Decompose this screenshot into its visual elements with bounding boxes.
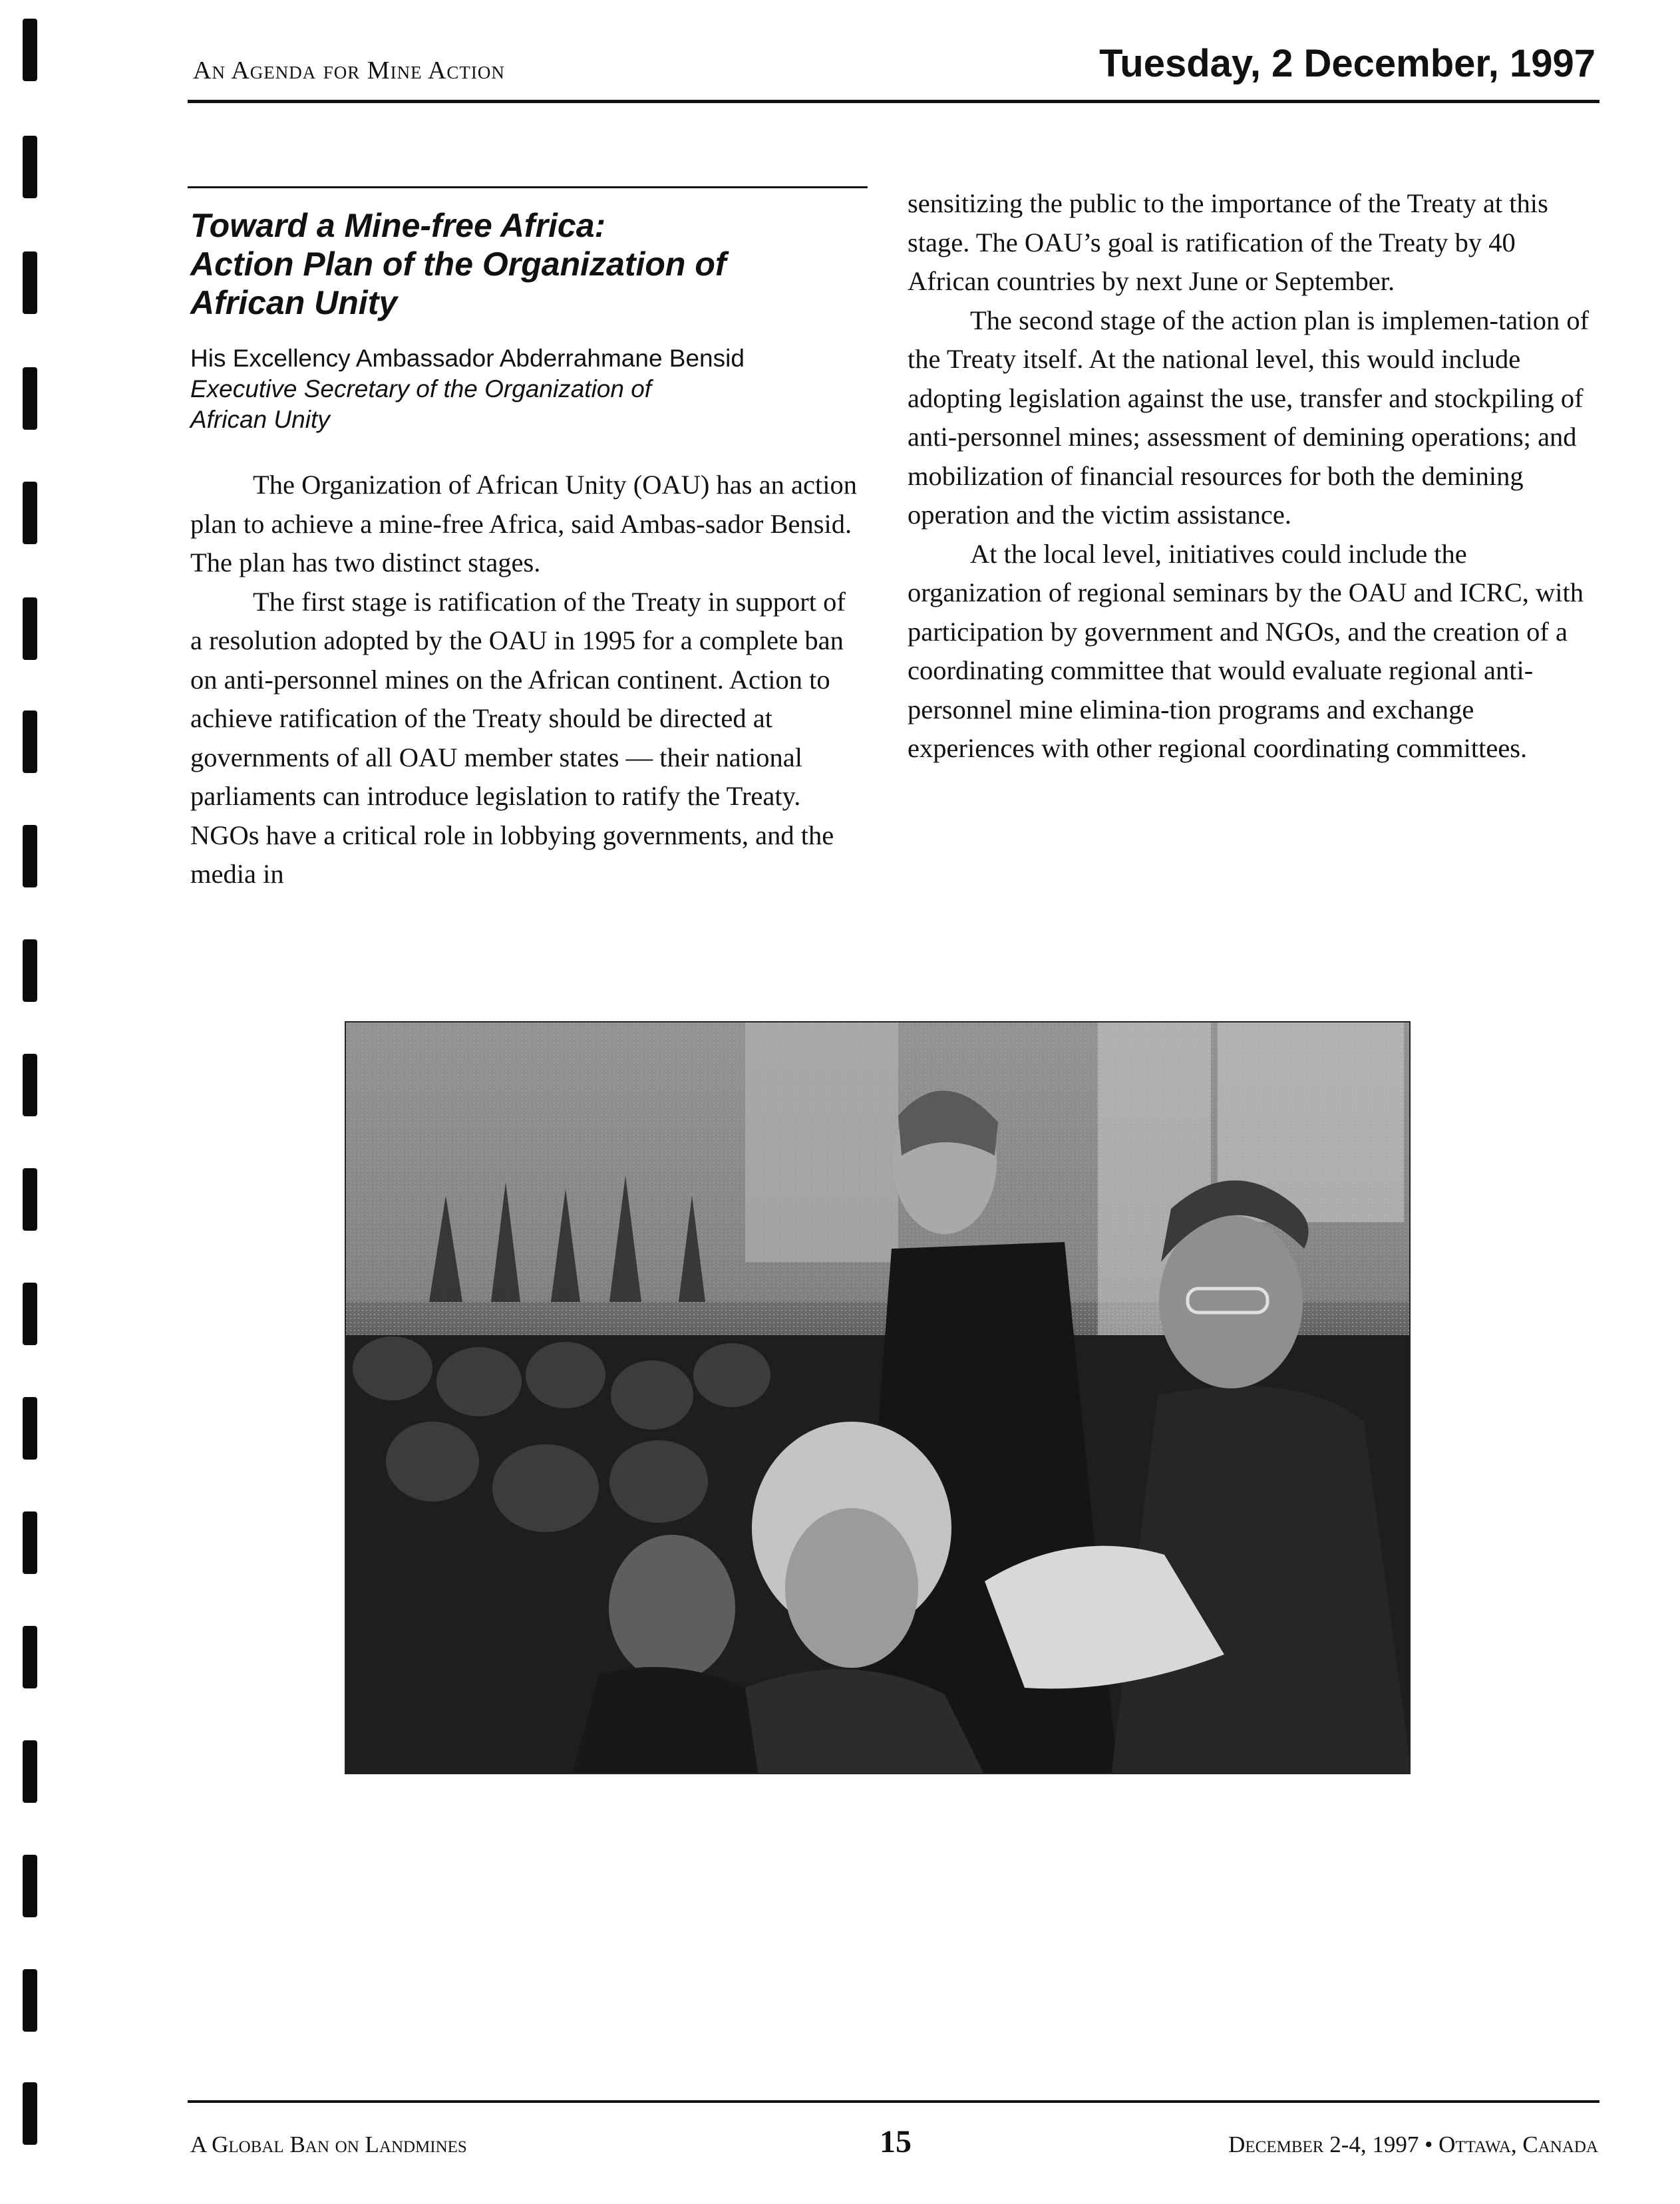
conference-photo-illustration bbox=[346, 1023, 1411, 1774]
binding-hole-mark bbox=[23, 1969, 37, 2032]
binding-hole-mark bbox=[23, 251, 37, 314]
binding-hole-mark bbox=[23, 136, 37, 198]
article-paragraph: At the local level, initiatives could include the organization of regional seminars by the OAU and ICRC, with participation by government and NGOs, and the creation of a coordinating committee that would evaluate regional anti-personnel mine elimina-tion programs and exchange experiences with other regional coordinating committees. bbox=[908, 538, 1584, 763]
binding-hole-mark bbox=[23, 710, 37, 773]
footer-publication: A Global Ban on Landmines bbox=[190, 2131, 467, 2157]
article-paragraph: The second stage of the action plan is implemen-tation of the Treaty itself. At the national level, this would include adopting legislation against the use, transfer and stockpiling of anti-personnel mines; assessment of demining operations; and mobilization of financial resources for both the demining operation and the victim assistance. bbox=[908, 305, 1590, 530]
article-rule bbox=[188, 186, 868, 188]
binding-hole-mark bbox=[23, 1283, 37, 1345]
article-column-right bbox=[908, 184, 1599, 768]
article-title-line: African Unity bbox=[190, 284, 398, 321]
author-name: His Excellency Ambassador Abderrahmane Bensid bbox=[190, 345, 745, 372]
footer-rule bbox=[188, 2100, 1599, 2103]
header-date: Tuesday, 2 December, 1997 bbox=[1099, 42, 1596, 85]
header-rule bbox=[188, 100, 1599, 103]
binding-hole-mark bbox=[23, 1168, 37, 1231]
author-role: Executive Secretary of the Organization of bbox=[190, 375, 652, 402]
article-paragraph: The first stage is ratification of the Treaty in support of a resolution adopted by the OAU in 1995 for a complete ban on anti-personnel mines on the African continent. Action to achieve ratification of the Treaty should be directed at governments of all OAU member states — their national parliaments can introduce legislation to ratify the Treaty. NGOs have a critical role in lobbying governments, and the media in bbox=[190, 586, 846, 889]
binding-hole-mark bbox=[23, 597, 37, 660]
byline bbox=[190, 343, 856, 435]
article-paragraph: sensitizing the public to the importance of the Treaty at this stage. The OAU’s goal is ratification of the Treaty by 40 African countries by next June or September. bbox=[908, 188, 1548, 296]
binding-hole-mark bbox=[23, 825, 37, 887]
binding-hole-mark bbox=[23, 1511, 37, 1574]
conference-photo bbox=[345, 1021, 1411, 1774]
binding-hole-mark bbox=[23, 1054, 37, 1116]
binding-hole-mark bbox=[23, 367, 37, 430]
binding-marks bbox=[20, 0, 47, 2204]
binding-hole-mark bbox=[23, 2082, 37, 2145]
binding-hole-mark bbox=[23, 482, 37, 544]
article-title-line: Action Plan of the Organization of bbox=[190, 245, 727, 283]
article-title-line: Toward a Mine-free Africa: bbox=[190, 207, 606, 244]
footer-event: December 2-4, 1997 • Ottawa, Canada bbox=[1228, 2131, 1598, 2157]
binding-hole-mark bbox=[23, 939, 37, 1002]
article-column-left bbox=[190, 466, 862, 894]
page-number: 15 bbox=[880, 2124, 912, 2159]
binding-hole-mark bbox=[23, 1855, 37, 1917]
binding-hole-mark bbox=[23, 1626, 37, 1688]
author-role: African Unity bbox=[190, 406, 330, 433]
binding-hole-mark bbox=[23, 19, 37, 81]
page-footer bbox=[188, 2122, 1599, 2162]
binding-hole-mark bbox=[23, 1740, 37, 1803]
article-title bbox=[190, 206, 829, 322]
article-paragraph: The Organization of African Unity (OAU) has an action plan to achieve a mine-free Africa, said Ambas-sador Bensid. The plan has two distinct stages. bbox=[190, 470, 857, 577]
binding-hole-mark bbox=[23, 1397, 37, 1460]
header-publication-title: An Agenda for Mine Action bbox=[193, 57, 505, 84]
page-header bbox=[188, 41, 1599, 101]
